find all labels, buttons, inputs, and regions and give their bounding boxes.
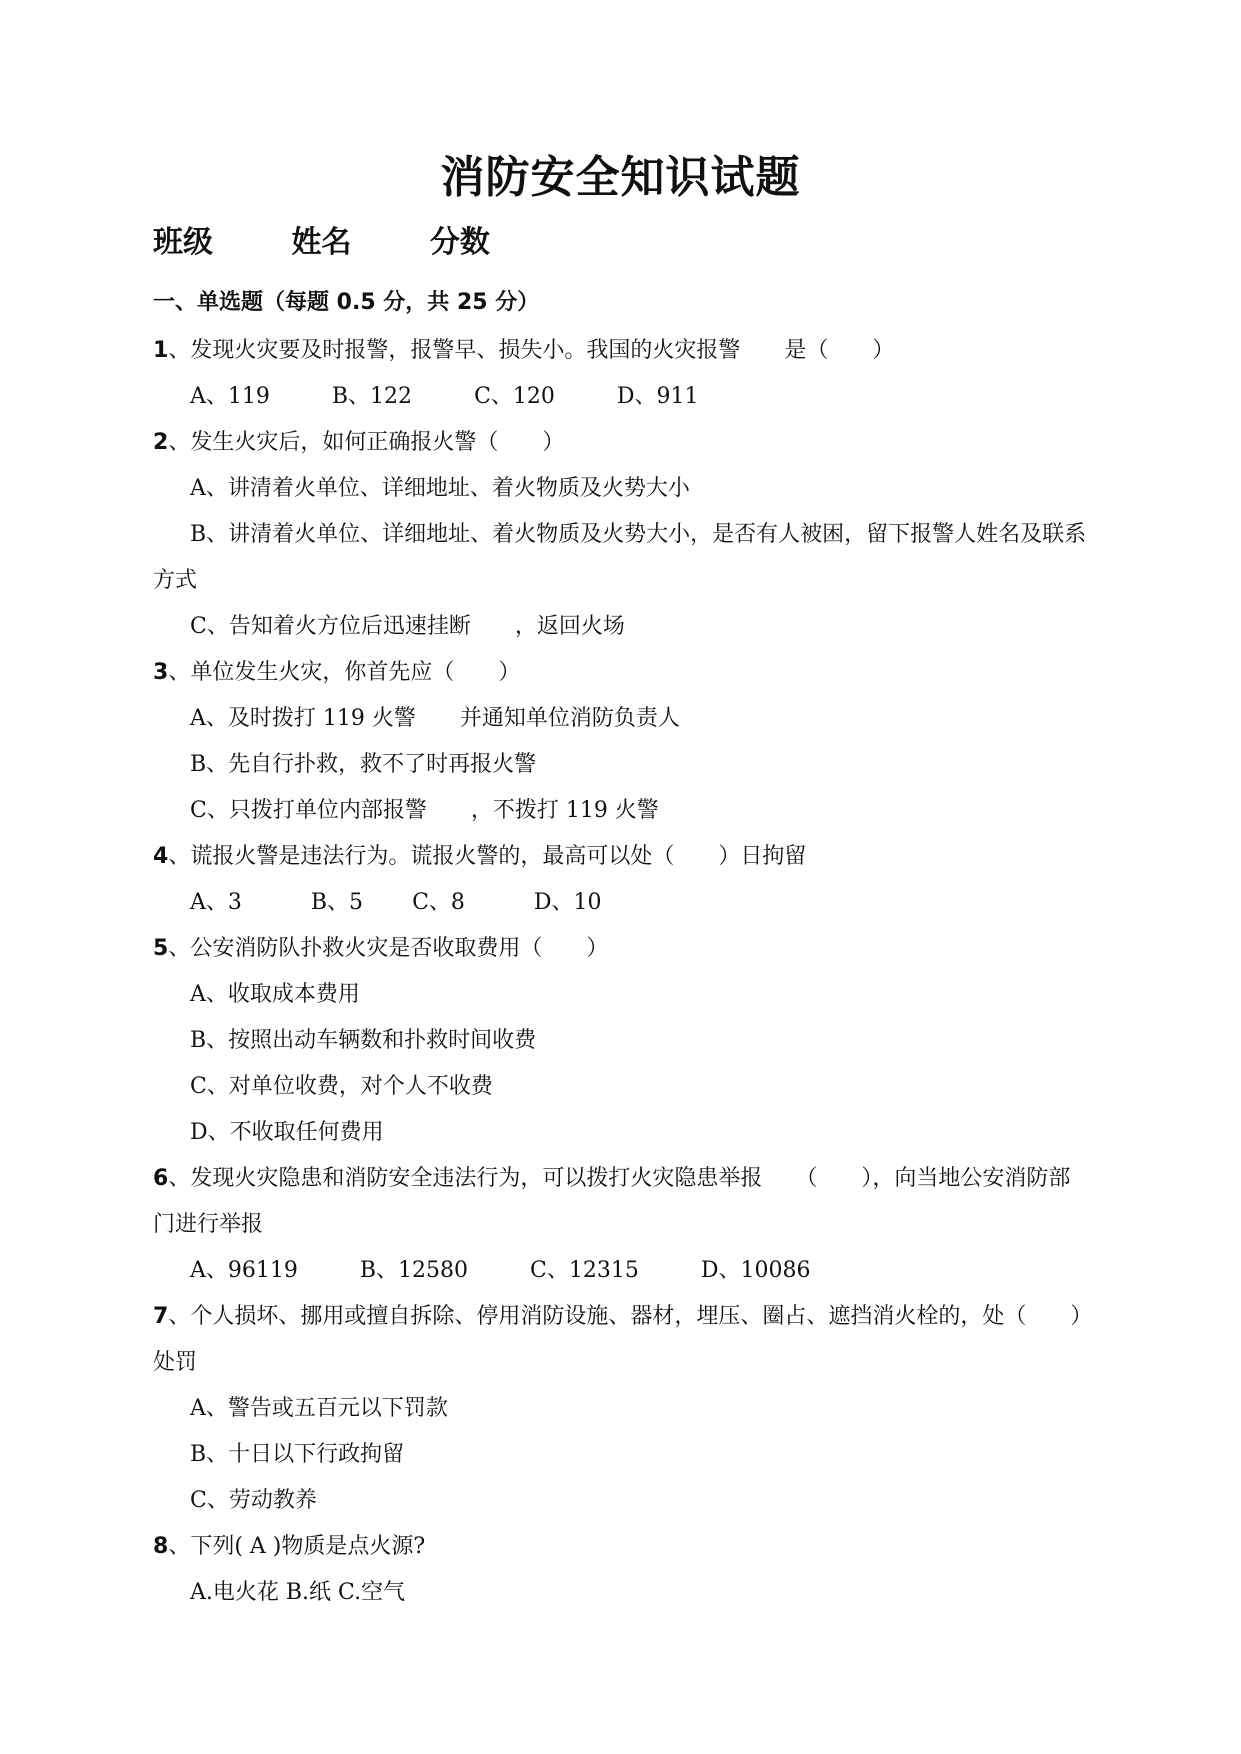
question-number: 3 bbox=[153, 660, 169, 685]
option-a: A、3 bbox=[190, 890, 242, 915]
option-line: A.电火花 B.纸 C.空气 bbox=[190, 1580, 406, 1605]
options-row bbox=[153, 374, 1088, 420]
option-c: C、8 bbox=[412, 890, 465, 915]
options-row bbox=[153, 1248, 1088, 1294]
option-b-text: B、讲清着火单位、详细地址、着火物质及火势大小，是否有人被困，留下报警人姓名及联系方式 bbox=[153, 522, 1087, 593]
section-heading: 一、单选题（每题 0.5 分，共 25 分） bbox=[153, 290, 540, 315]
question-number: 7 bbox=[153, 1304, 169, 1329]
question-number: 6 bbox=[153, 1166, 169, 1191]
question-text: 、发现火灾要及时报警，报警早、损失小。我国的火灾报警 是（ ） bbox=[168, 338, 895, 363]
option-a: A、警告或五百元以下罚款 bbox=[190, 1396, 448, 1421]
question-3 bbox=[153, 650, 1088, 696]
question-4 bbox=[153, 834, 1088, 880]
option-a: A、讲清着火单位、详细地址、着火物质及火势大小 bbox=[190, 476, 690, 501]
question-7 bbox=[153, 1294, 1088, 1386]
option-a: A、96119 bbox=[190, 1258, 298, 1283]
option-d: D、911 bbox=[616, 384, 699, 409]
option-d: D、10 bbox=[533, 890, 602, 915]
option-c: C、只拨打单位内部报警 ，不拨打 119 火警 bbox=[190, 798, 659, 823]
option-b: B、122 bbox=[331, 384, 413, 409]
option-a: A、119 bbox=[190, 384, 270, 409]
question-number: 8 bbox=[153, 1534, 169, 1559]
option-a: A、及时拨打 119 火警 并通知单位消防负责人 bbox=[190, 706, 680, 731]
option-c: C、12315 bbox=[530, 1258, 639, 1283]
question-number: 2 bbox=[153, 430, 169, 455]
option-d: D、10086 bbox=[700, 1258, 811, 1283]
option-b: B、12580 bbox=[359, 1258, 469, 1283]
score-label: 分数 bbox=[429, 225, 490, 260]
option-b: B、按照出动车辆数和扑救时间收费 bbox=[190, 1028, 537, 1053]
option-b bbox=[153, 512, 1088, 604]
name-label: 姓名 bbox=[291, 225, 352, 260]
option-d: D、不收取任何费用 bbox=[190, 1120, 384, 1145]
options-row bbox=[153, 880, 1088, 926]
question-8 bbox=[153, 1524, 1088, 1570]
option-c: C、对单位收费，对个人不收费 bbox=[190, 1074, 493, 1099]
question-1 bbox=[153, 328, 1088, 374]
question-5 bbox=[153, 926, 1088, 972]
question-text: 、下列( A )物质是点火源? bbox=[168, 1534, 426, 1559]
question-text: 、发生火灾后，如何正确报火警（ ） bbox=[168, 430, 565, 455]
class-label: 班级 bbox=[153, 225, 213, 260]
option-b: B、5 bbox=[310, 890, 364, 915]
option-b: B、十日以下行政拘留 bbox=[190, 1442, 405, 1467]
option-c: C、劳动教养 bbox=[190, 1488, 317, 1513]
question-text: 、发现火灾隐患和消防安全违法行为，可以拨打火灾隐患举报 （ ），向当地公安消防部门进行举报 bbox=[153, 1166, 1071, 1237]
question-number: 4 bbox=[153, 844, 169, 869]
option-c: C、告知着火方位后迅速挂断 ，返回火场 bbox=[190, 614, 625, 639]
question-text: 、个人损坏、挪用或擅自拆除、停用消防设施、器材，埋压、圈占、遮挡消火栓的，处（ ）处罚 bbox=[153, 1304, 1082, 1375]
page-title: 消防安全知识试题 bbox=[440, 152, 801, 203]
student-info-row bbox=[153, 218, 558, 268]
question-text: 、公安消防队扑救火灾是否收取费用（ ） bbox=[168, 936, 609, 961]
option-c: C、120 bbox=[474, 384, 555, 409]
option-a: A、收取成本费用 bbox=[190, 982, 360, 1007]
question-text: 、单位发生火灾，你首先应（ ） bbox=[168, 660, 521, 685]
option-b: B、先自行扑救，救不了时再报火警 bbox=[190, 752, 537, 777]
question-text: 、谎报火警是违法行为。谎报火警的，最高可以处（ ）日拘留 bbox=[168, 844, 807, 869]
question-number: 5 bbox=[153, 936, 169, 961]
question-number: 1 bbox=[153, 338, 169, 363]
question-2 bbox=[153, 420, 1088, 466]
question-6 bbox=[153, 1156, 1088, 1248]
question-list bbox=[153, 328, 1088, 1616]
